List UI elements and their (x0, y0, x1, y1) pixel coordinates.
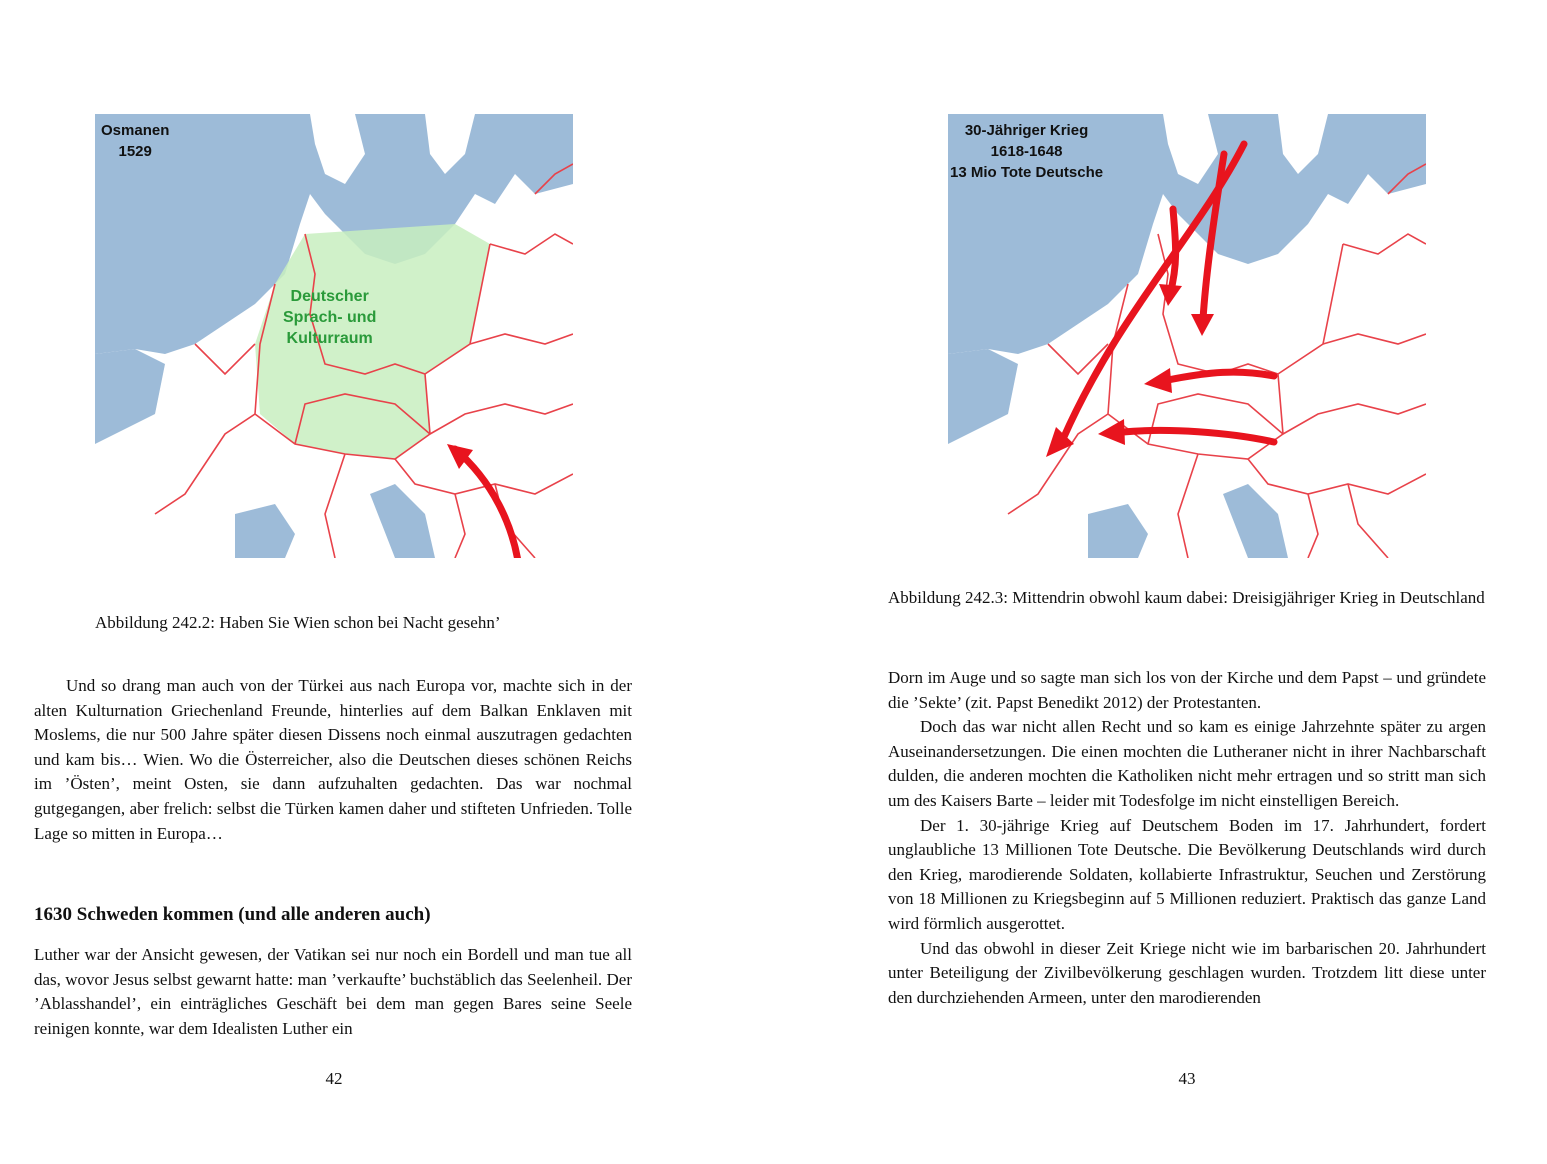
map-label-thirty-years-war (950, 120, 1103, 183)
zone-label-line2: Sprach- und (283, 309, 377, 326)
left-paragraph-1 (34, 674, 632, 846)
right-page (773, 0, 1547, 1164)
right-paragraph-1: Dorn im Auge und so sagte man sich los von der Kirche und dem Papst – und gründete die ’Sekte’ (zit. Papst Benedikt 2012) der Protestanten. (888, 668, 1486, 712)
map-label-osmanen-line2: 1529 (118, 143, 152, 160)
section-heading-1630: 1630 Schweden kommen (und alle anderen auch) (34, 904, 431, 925)
map-label-war-line3: 13 Mio Tote Deutsche (950, 164, 1104, 181)
map-ottoman-1529 (95, 114, 573, 558)
page-number-43: 43 (1178, 1069, 1196, 1088)
map-label-war-line1: 30-Jähriger Krieg (964, 122, 1089, 139)
map-thirty-years-war (948, 114, 1426, 558)
right-paragraph-3: Der 1. 30-jährige Krieg auf Deutschem Boden im 17. Jahrhundert, fordert unglaubliche 13 Millionen Tote Deutsche. Die Bevölkerung Deutschlands wird durch den Krieg, marodierende Soldaten, kollabierte Infrastruktur, Seuchen und Zerstörung von 18 Millionen zu Kriegsbeginn auf 5 Millionen reduziert. Praktisch das ganze Land wird förmlich ausgerottet. (888, 815, 1486, 933)
left-page (0, 0, 773, 1164)
right-text-block (888, 666, 1486, 1010)
left-paragraph-1-text: Und so drang man auch von der Türkei aus nach Europa vor, machte sich in der alten Kulturnation Griechenland Freunde, hinterlies auf dem Balkan Enklaven mit Moslems, die nur 500 Jahre später diesen Dissens noch einmal auszutragen gedachten und kam bis… Wien. Wo die Österreicher, also die Deutschen dieses schönen Reichs im ’Östen’, meint Osten, sie dann aufzuhalten gedachten. Das war nochmal gutgegangen, aber frelich: selbst die Türken kamen daher und stifteten Unfrieden. Tolle Lage so mitten in Europa… (34, 676, 632, 843)
zone-label-line1: Deutscher (290, 288, 369, 305)
figure-caption-242-2: Abbildung 242.2: Haben Sie Wien schon bei Nacht gesehn’ (95, 613, 501, 632)
page-number-42: 42 (325, 1069, 343, 1088)
right-paragraph-4: Und das obwohl in dieser Zeit Kriege nicht wie im barbarischen 20. Jahrhundert unter Beteiligung der Zivilbevölkerung geschlagen wurden. Trotzdem litt diese unter den durchziehenden Armeen, unter den marodierenden (888, 938, 1486, 1007)
right-paragraph-2: Doch das war nicht allen Recht und so kam es einige Jahrzehnte später zu argen Auseinandersetzungen. Die einen mochten die Lutheraner nicht in ihrer Nachbarschaft dulden, die anderen mochten die Katholiken nicht mehr ertragen und so stritt man sich um des Kaisers Barte – leider mit Todesfolge im nicht einstelligen Bereich. (888, 717, 1486, 810)
left-paragraph-2 (34, 943, 632, 1041)
map-label-osmanen-line1: Osmanen (101, 122, 170, 139)
map-label-war-line2: 1618-1648 (990, 143, 1063, 160)
zone-label-deutscher-kulturraum (283, 286, 376, 349)
map-label-osmanen (101, 120, 169, 162)
figure-caption-242-3: Abbildung 242.3: Mittendrin obwohl kaum dabei: Dreisigjähriger Krieg in Deutschland (888, 588, 1485, 607)
zone-label-line3: Kulturraum (286, 330, 373, 347)
left-paragraph-2-text: Luther war der Ansicht gewesen, der Vatikan sei nur noch ein Bordell und man tue all das, wovor Jesus selbst gewarnt hatte: man ’verkaufte’ buchstäblich das Seelenheil. Der ’Ablasshandel’, ein einträgliches Geschäft bei dem man gegen Bares seine Seele reinigen konnte, war dem Idealisten Luther ein (34, 945, 632, 1038)
